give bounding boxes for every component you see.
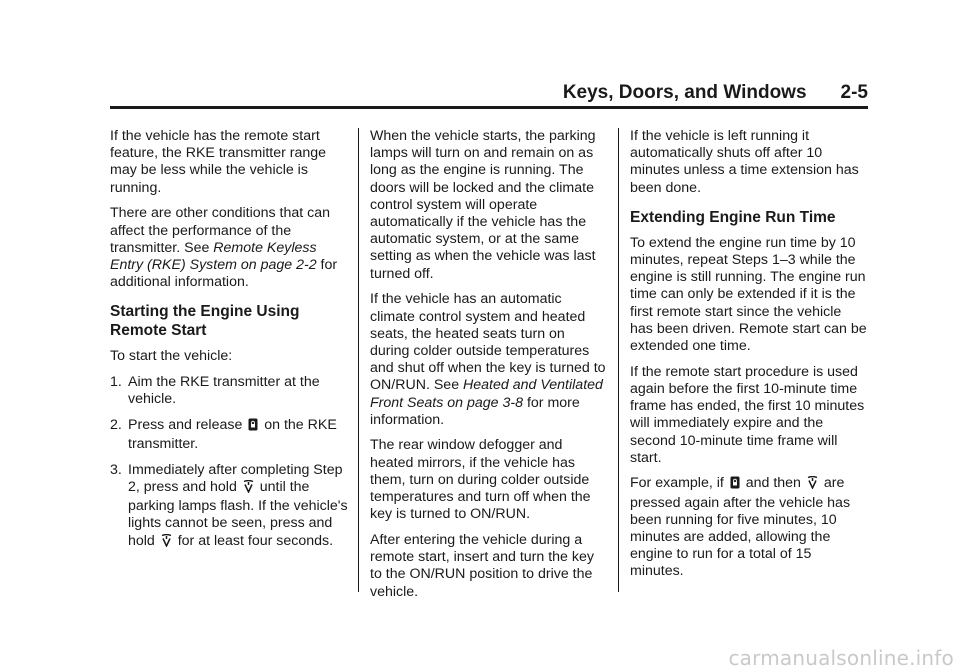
- step-number: 3.: [110, 461, 122, 478]
- step-item: [110, 374, 348, 408]
- step-number: 2.: [110, 416, 122, 433]
- text-run: and then: [741, 475, 805, 492]
- text-run: until the parking lamps flash. If the vehicle's lights cannot be seen, press and hold: [128, 479, 348, 549]
- lock-button-icon: [730, 476, 740, 494]
- step-text: [128, 462, 348, 552]
- section-heading: Extending Engine Run Time: [630, 208, 836, 226]
- text-run: are pressed again after the vehicle has been running for five minutes, 10 minutes are added, allowing the engine to run for a total of 15 minutes.: [630, 475, 851, 580]
- cross-reference: Heated and Ventilated Front Seats on page 3-8: [370, 377, 603, 411]
- paragraph: [110, 205, 348, 291]
- text-run: If the vehicle has an automatic climate control system and heated seats, the heated seats turn on during colder outside temperatures and shut off when the key is turned to ON/RUN. See: [370, 291, 606, 394]
- step-text: Aim the RKE transmitter at the vehicle.: [128, 374, 320, 408]
- text-run: For example, if: [630, 475, 728, 492]
- lock-button-icon: [248, 418, 258, 436]
- column-middle: [370, 128, 608, 609]
- paragraph: When the vehicle starts, the parking lamps will turn on and remain on as long as the engine is running. The doors will be locked and the climate control system will operate automatically if the vehicle has the automatic system, or at the same setting as when the vehicle was last turned off.: [370, 128, 596, 282]
- remote-start-icon: [161, 534, 172, 552]
- column-right: [630, 128, 868, 589]
- text-run: on the RKE transmitter.: [128, 416, 337, 453]
- paragraph: To start the vehicle:: [110, 348, 233, 365]
- text-run: for more information.: [370, 394, 580, 428]
- step-text: [128, 417, 348, 453]
- paragraph: If the vehicle is left running it automatically shuts off after 10 minutes unless a time extension has been done.: [630, 128, 859, 196]
- remote-start-icon: [243, 480, 254, 498]
- text-run: There are other conditions that can affect the performance of the transmitter. See: [110, 205, 331, 256]
- step-number: 1.: [110, 374, 122, 391]
- text-run: for at least four seconds.: [173, 532, 334, 549]
- page-number: 2-5: [840, 82, 868, 103]
- text-run: Press and release: [128, 416, 247, 433]
- section-title: Keys, Doors, and Windows: [562, 82, 807, 103]
- remote-start-icon: [807, 476, 818, 494]
- section-heading: Starting the Engine Using Remote Start: [110, 303, 300, 340]
- watermark: carmanualsonline.info: [728, 646, 954, 670]
- step-item: [110, 417, 348, 453]
- page-header: [110, 78, 868, 109]
- paragraph: The rear window defogger and heated mirrors, if the vehicle has them, turn on during colder outside temperatures and turn off when the key is turned to ON/RUN.: [370, 437, 591, 523]
- column-divider: [358, 128, 359, 592]
- paragraph: If the vehicle has the remote start feature, the RKE transmitter range may be less while the vehicle is running.: [110, 128, 327, 196]
- paragraph: If the remote start procedure is used again before the first 10-minute time frame has ended, the first 10 minutes will immediately expire and the second 10-minute time frame will start.: [630, 363, 865, 466]
- paragraph: [370, 291, 608, 429]
- paragraph: After entering the vehicle during a remote start, insert and turn the key to the ON/RUN position to drive the vehicle.: [370, 531, 594, 600]
- cross-reference: Remote Keyless Entry (RKE) System on page 2-2: [110, 239, 317, 273]
- paragraph: To extend the engine run time by 10 minutes, repeat Steps 1–3 while the engine is still running. The engine run time can only be extended if it is the first remote start since the vehicle has been driven. Remote start can be extended one time.: [630, 234, 867, 355]
- step-item: [110, 462, 348, 552]
- paragraph: [630, 475, 868, 580]
- column-divider: [618, 128, 619, 592]
- text-run: Immediately after completing Step 2, press and hold: [128, 461, 343, 496]
- column-left: [110, 128, 348, 560]
- text-run: for additional information.: [110, 256, 338, 291]
